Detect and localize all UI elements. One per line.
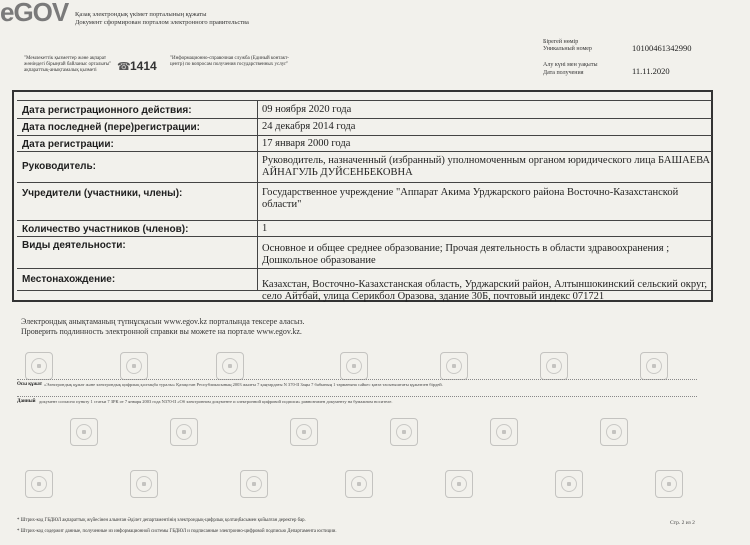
watermark-ornament	[555, 470, 583, 498]
row-value-location: Казахстан, Восточно-Казахстанская область, Урджарский район, Алтыншокинский сельский округ, село Айтбай, улица Серикбол Оразова, здание 30Б, почтовый индекс 071721	[262, 279, 707, 302]
verify-note-ru: Проверить подлинность электронной справки вы можете на портале www.egov.kz.	[21, 327, 302, 336]
doc-number-label-ru: Уникальный номер	[543, 46, 592, 52]
row-label-founders: Учредители (участники, члены):	[22, 188, 183, 199]
table-border	[17, 100, 712, 101]
table-column-divider	[257, 100, 258, 290]
portal-caption-kz: Қазақ электрондық үкімет порталының құжаты	[75, 11, 207, 18]
row-label-registration-date: Дата регистрации:	[22, 139, 114, 150]
doc-number-label-kz: Бірегей нөмір	[543, 39, 579, 45]
contact-center-ru: "Информационно-справочная служба (Единый контакт-центр) по вопросам получения государственных услуг"	[170, 56, 289, 67]
verify-note-kz: Электрондық анықтаманың түпнұсқасын www.egov.kz порталында тексере аласыз.	[21, 317, 305, 326]
row-value-registration-action-date: 09 ноября 2020 года	[262, 104, 352, 115]
barcode-footnote-ru: * Штрих-код содержит данные, полученные из информационной системы ГБДЮЛ и подписанные электронно-цифровой подписью Департамента юстиции.	[17, 529, 337, 534]
portal-caption-ru: Документ сформирован порталом электронного правительства	[75, 19, 249, 26]
watermark-ornament	[345, 470, 373, 498]
table-border	[17, 182, 712, 183]
row-label-activities: Виды деятельности:	[22, 240, 126, 251]
table-border	[17, 220, 712, 221]
watermark-ornament	[216, 352, 244, 380]
row-value-last-reregistration-date: 24 декабря 2014 года	[262, 121, 356, 132]
date-label-ru: Дата получения	[543, 70, 584, 76]
row-label-last-reregistration-date: Дата последней (пере)регистрации:	[22, 122, 200, 133]
egov-logo: eGOV	[0, 0, 69, 27]
watermark-ornament	[70, 418, 98, 446]
watermark-ornament	[490, 418, 518, 446]
phone-icon: ☎	[117, 60, 131, 73]
watermark-ornament	[440, 352, 468, 380]
table-border	[17, 268, 712, 269]
contact-center-kz: "Мемлекеттік қызметтер және ақпарат жөніндегі бірыңғай байланыс орталығы" ақпараттық-анықтамалық қызметі	[24, 56, 112, 73]
watermark-ornament	[655, 470, 683, 498]
row-value-activities: Основное и общее среднее образование; Прочая деятельность в области здравоохранения ; Дошкольное образование	[262, 243, 670, 266]
date-label-kz: Алу күні мен уақыты	[543, 62, 598, 68]
row-label-director: Руководитель:	[22, 161, 96, 172]
table-border	[17, 151, 712, 152]
watermark-ornament	[25, 352, 53, 380]
separator-dotted	[17, 379, 697, 380]
row-value-director: Руководитель, назначенный (избранный) уполномоченным органом юридического лица БАШАЕВА АЙНАГУЛЬ ДУЙСЕНБЕКОВНА	[262, 155, 710, 178]
barcode-footnote-kz: * Штрих-код ГБДЮЛ ақпараттық жүйесінен алынған Әділет департаментінің электрондық-цифрлық қолтаңбасымен қойылған деректер бар.	[17, 518, 306, 523]
legal-note-kz-prefix: Осы құжат	[17, 382, 43, 387]
row-value-founders: Государственное учреждение "Аппарат Акима Урджарского района Восточно-Казахстанской области"	[262, 187, 679, 210]
row-label-registration-action-date: Дата регистрационного действия:	[22, 105, 192, 116]
legal-note-ru-prefix: Данный	[17, 399, 36, 404]
row-label-location: Местонахождение:	[22, 274, 116, 285]
watermark-ornament	[600, 418, 628, 446]
page-number: Стр. 2 из 2	[670, 520, 695, 526]
row-value-registration-date: 17 января 2000 года	[262, 138, 351, 149]
legal-note-kz: «Электрондық құжат және электрондық цифрлық қолтаңба туралы» Қазақстан Республикасының 2003 жылғы 7 қаңтардағы N 370-II Заңы 7 бабының 1 тармағына сәйкес қағаз тасығыштағы құжатпен бірдей.	[44, 382, 443, 387]
row-value-member-count: 1	[262, 223, 268, 234]
table-border	[17, 236, 712, 237]
watermark-ornament	[25, 470, 53, 498]
watermark-ornament	[340, 352, 368, 380]
watermark-ornament	[290, 418, 318, 446]
watermark-ornament	[170, 418, 198, 446]
watermark-ornament	[540, 352, 568, 380]
watermark-ornament	[390, 418, 418, 446]
doc-number-value: 10100461342990	[632, 43, 692, 53]
contact-phone-number: 1414	[130, 59, 157, 73]
legal-note-ru: документ согласно пункту 1 статьи 7 ЗРК от 7 января 2003 года N370-II «Об электронном документе и электронной цифровой подписи» равнозначен документу на бумажном носителе.	[39, 399, 393, 404]
table-border	[17, 135, 712, 136]
watermark-ornament	[240, 470, 268, 498]
watermark-ornament	[640, 352, 668, 380]
watermark-ornament	[120, 352, 148, 380]
table-border	[17, 118, 712, 119]
date-value: 11.11.2020	[632, 66, 670, 76]
separator-dotted	[17, 396, 697, 397]
watermark-ornament	[445, 470, 473, 498]
row-label-member-count: Количество участников (членов):	[22, 224, 189, 235]
watermark-ornament	[130, 470, 158, 498]
